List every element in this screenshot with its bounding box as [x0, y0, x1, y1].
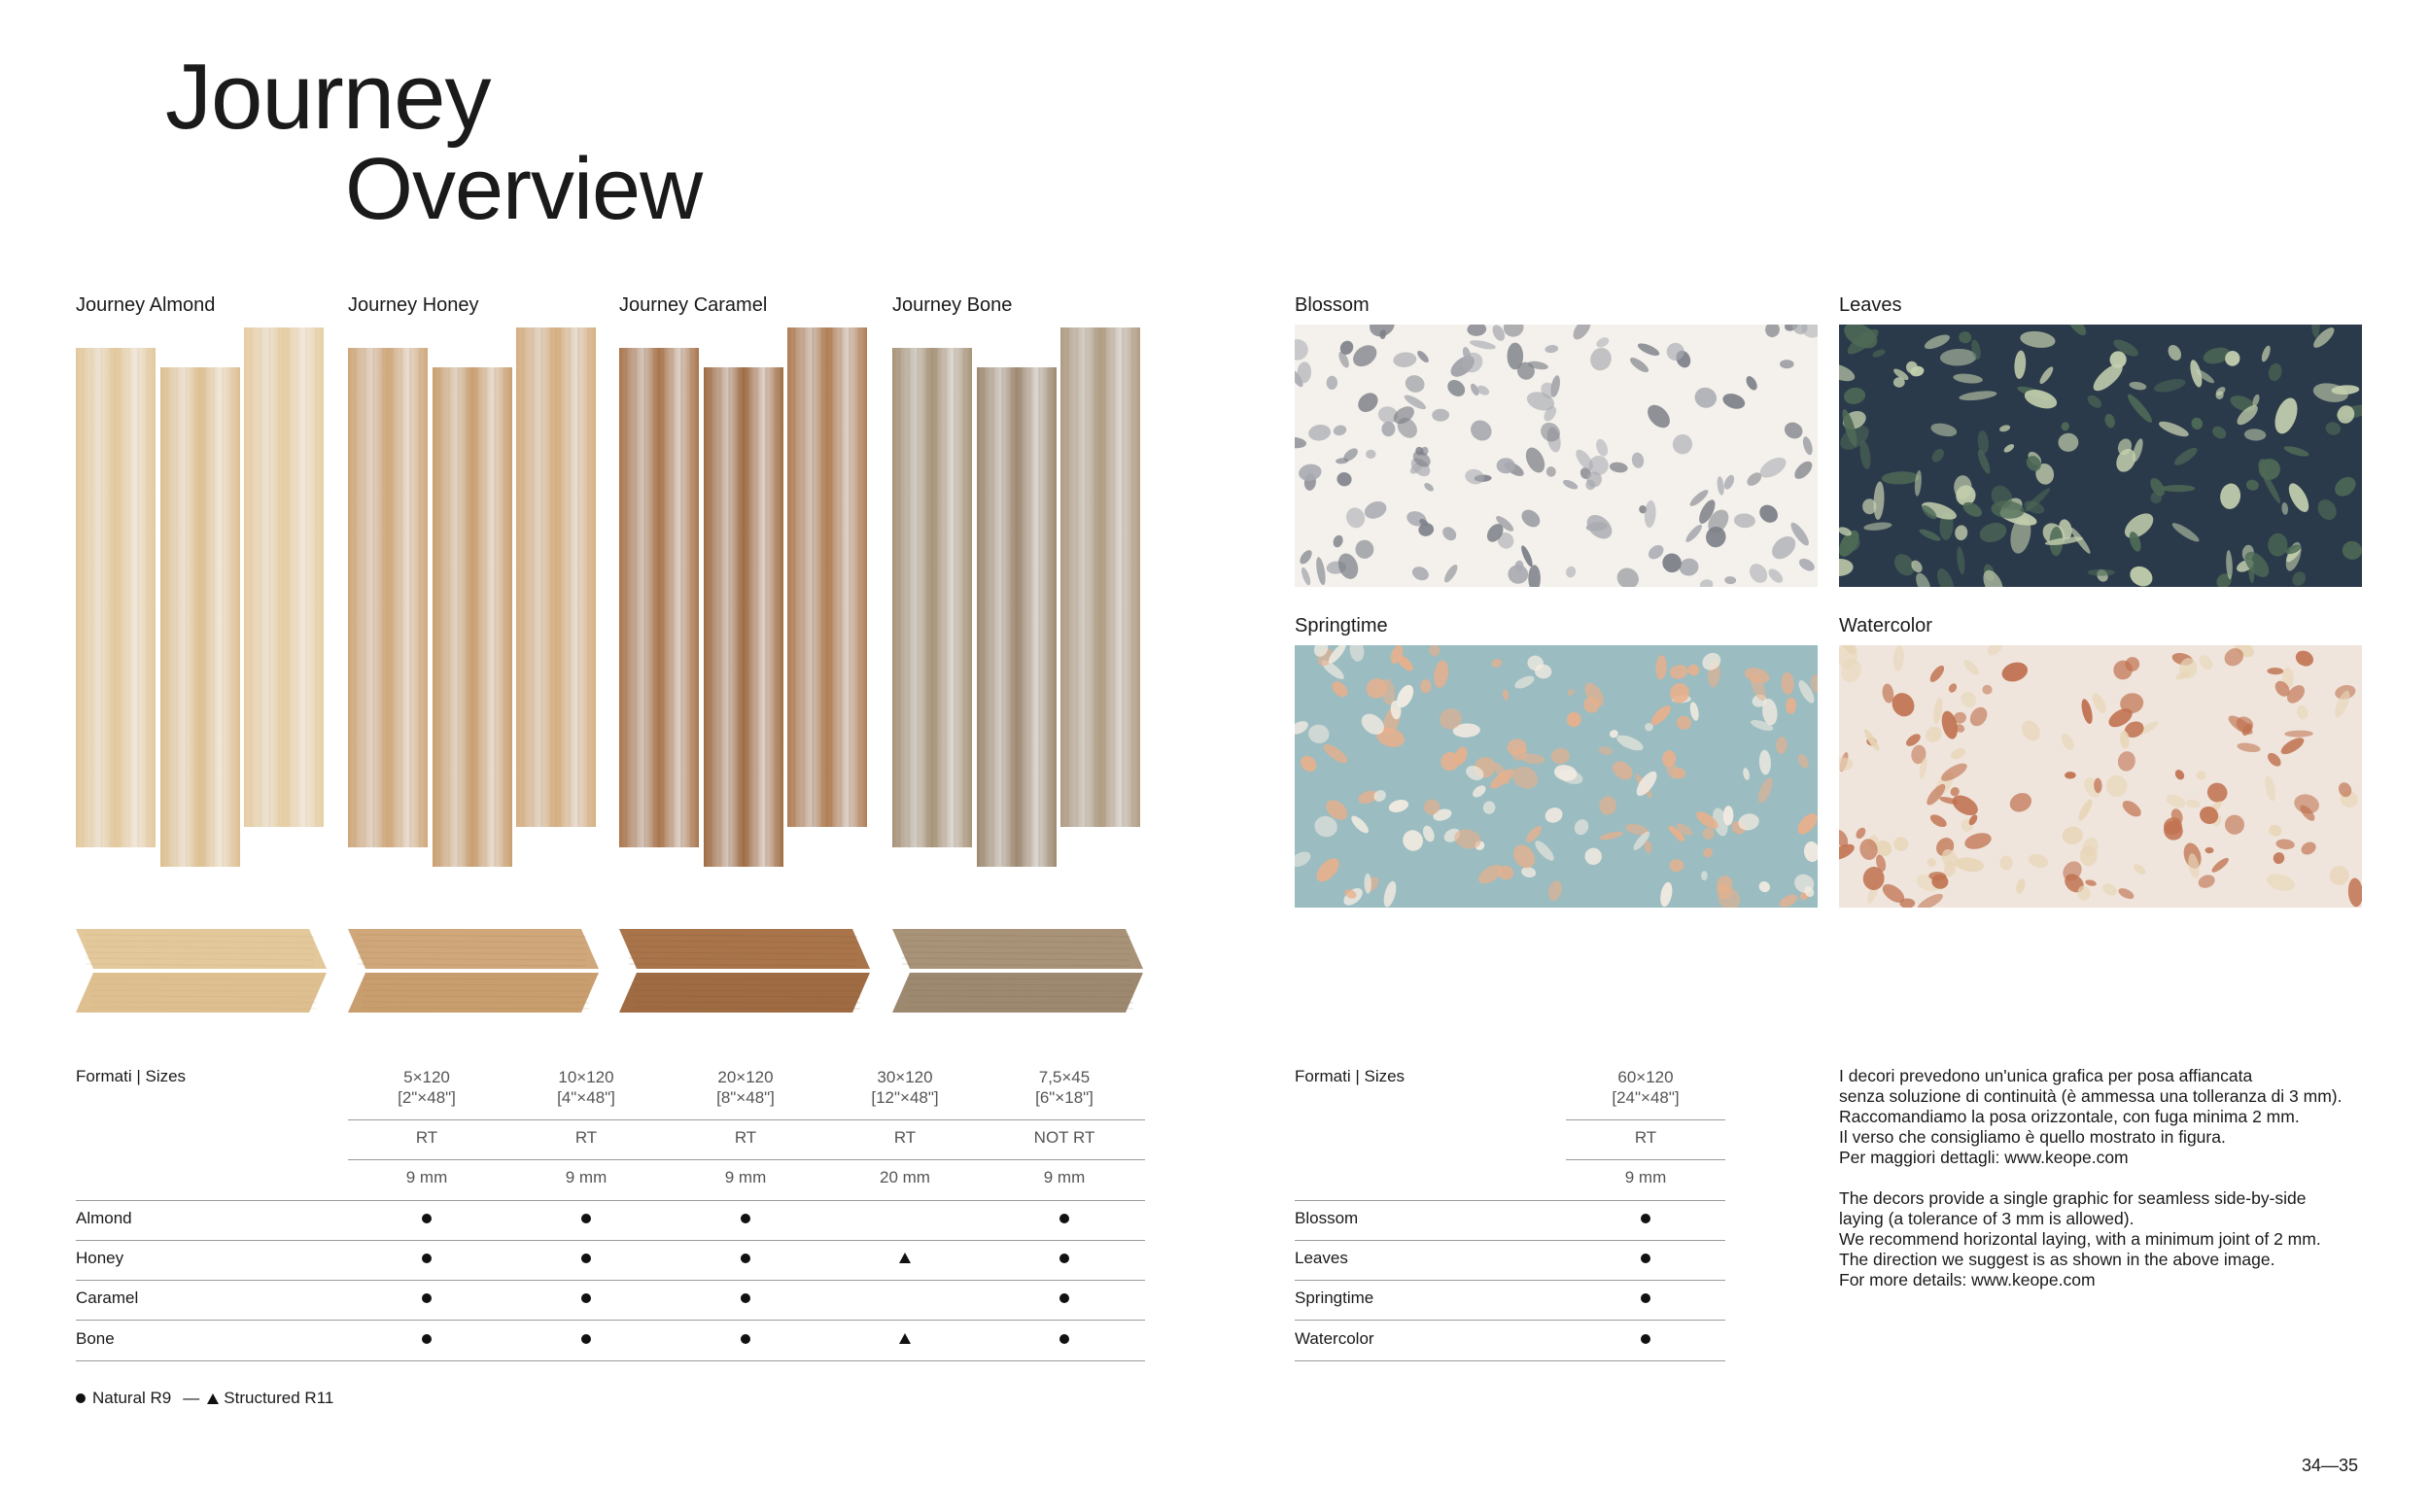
table-row-label: Watercolor	[1295, 1329, 1374, 1348]
size-inch: [24"×48"]	[1612, 1088, 1680, 1107]
natural-dot-icon	[1059, 1293, 1069, 1303]
decor-label-springtime: Springtime	[1295, 615, 1388, 636]
decor-notes	[1839, 1066, 2383, 1290]
decor-tile	[1295, 645, 1818, 908]
decor-motif	[2088, 569, 2115, 576]
size-cm: 10×120	[558, 1068, 614, 1086]
wood-label-bone: Journey Bone	[892, 294, 1013, 316]
size-cm: 7,5×45	[1038, 1068, 1091, 1086]
edge-type: NOT RT	[1033, 1128, 1095, 1147]
wood-plank	[619, 348, 699, 847]
legend-structured: Structured R11	[224, 1389, 334, 1407]
size-cm: 5×120	[403, 1068, 450, 1086]
natural-dot-icon	[1641, 1293, 1650, 1303]
notes-english: The decors provide a single graphic for seamless side-by-side laying (a tolerance of 3 mm is allowed). We recommend horizontal laying, with a minimum joint of 2 mm. The direction we suggest is as shown in the above image. For more details: www.keope.com	[1839, 1188, 2321, 1289]
table-rule	[76, 1320, 1145, 1321]
natural-dot-icon	[422, 1293, 432, 1303]
table-row-label: Honey	[76, 1249, 124, 1267]
wood-plank	[348, 348, 428, 847]
wood-label-almond: Journey Almond	[76, 294, 216, 316]
natural-dot-icon	[422, 1334, 432, 1344]
table-rule	[1566, 1119, 1725, 1120]
table-row-label: Blossom	[1295, 1209, 1359, 1227]
wood-chevron	[619, 929, 872, 1013]
table-rule	[1295, 1360, 1725, 1361]
table-rule	[76, 1360, 1145, 1361]
decor-label-blossom: Blossom	[1295, 294, 1370, 316]
table-rule	[76, 1200, 1145, 1201]
wood-plank	[433, 367, 512, 867]
natural-dot-icon	[741, 1334, 750, 1344]
decor-label-watercolor: Watercolor	[1839, 615, 1932, 636]
wood-plank	[787, 327, 867, 827]
table-rule	[1295, 1280, 1725, 1281]
natural-dot-icon	[741, 1254, 750, 1263]
natural-dot-icon	[581, 1334, 591, 1344]
page-number: 34—35	[2301, 1456, 2358, 1475]
wood-table-heading: Formati | Sizes	[76, 1067, 187, 1085]
wood-label-honey: Journey Honey	[348, 294, 479, 316]
table-rule	[348, 1119, 1145, 1120]
table-rule	[348, 1159, 1145, 1160]
edge-type: RT	[893, 1128, 917, 1147]
thickness: 9 mm	[724, 1168, 767, 1186]
natural-dot-icon	[741, 1214, 750, 1223]
edge-type: RT	[1634, 1128, 1657, 1147]
edge-type: RT	[415, 1128, 438, 1147]
thickness: 9 mm	[565, 1168, 608, 1186]
natural-dot-icon	[1641, 1214, 1650, 1223]
natural-dot-icon	[1059, 1214, 1069, 1223]
natural-dot-icon	[1641, 1334, 1650, 1344]
table-row-label: Almond	[76, 1209, 132, 1227]
decor-motif	[1701, 871, 1708, 880]
thickness: 20 mm	[880, 1168, 930, 1186]
structured-triangle-icon	[899, 1333, 911, 1344]
table-rule	[76, 1280, 1145, 1281]
decor-tile	[1839, 325, 2362, 587]
wood-label-caramel: Journey Caramel	[619, 294, 768, 316]
wood-chevron	[892, 929, 1145, 1013]
natural-dot-icon	[581, 1254, 591, 1263]
size-inch: [4"×48"]	[557, 1088, 615, 1107]
table-row-label: Leaves	[1295, 1249, 1348, 1267]
decor-tile	[1839, 645, 2362, 908]
wood-chevron	[76, 929, 329, 1013]
table-rule	[1295, 1200, 1725, 1201]
natural-dot-icon	[1641, 1254, 1650, 1263]
decor-motif	[2162, 485, 2196, 492]
wood-plank	[160, 367, 240, 867]
table-rule	[1566, 1159, 1725, 1160]
table-rule	[1295, 1240, 1725, 1241]
table-row-label: Caramel	[76, 1289, 139, 1307]
table-row-label: Springtime	[1295, 1289, 1374, 1307]
natural-dot-icon	[1059, 1334, 1069, 1344]
wood-chevron	[348, 929, 601, 1013]
thickness: 9 mm	[1624, 1168, 1667, 1186]
natural-dot-icon	[581, 1293, 591, 1303]
thickness: 9 mm	[1043, 1168, 1086, 1186]
edge-type: RT	[734, 1128, 757, 1147]
size-inch: [6"×18"]	[1035, 1088, 1094, 1107]
decor-motif	[1497, 458, 1515, 473]
page-title: Journey	[165, 45, 491, 149]
legend-dot-icon	[76, 1393, 86, 1403]
legend	[76, 1389, 333, 1408]
size-inch: [2"×48"]	[398, 1088, 456, 1107]
wood-plank	[244, 327, 324, 827]
size-cm: 20×120	[717, 1068, 774, 1086]
wood-plank	[977, 367, 1057, 867]
edge-type: RT	[574, 1128, 598, 1147]
decor-table-heading: Formati | Sizes	[1295, 1067, 1406, 1085]
size-inch: [12"×48"]	[871, 1088, 939, 1107]
size-cm: 30×120	[877, 1068, 933, 1086]
wood-plank	[892, 348, 972, 847]
table-rule	[1295, 1320, 1725, 1321]
natural-dot-icon	[741, 1293, 750, 1303]
wood-plank	[516, 327, 596, 827]
wood-plank	[704, 367, 783, 867]
legend-natural: Natural R9	[92, 1389, 172, 1407]
page-subtitle: Overview	[345, 141, 703, 238]
natural-dot-icon	[1059, 1254, 1069, 1263]
legend-triangle-icon	[207, 1393, 219, 1404]
decor-label-leaves: Leaves	[1839, 294, 1902, 316]
size-inch: [8"×48"]	[716, 1088, 775, 1107]
natural-dot-icon	[422, 1254, 432, 1263]
decor-tile	[1295, 325, 1818, 587]
natural-dot-icon	[422, 1214, 432, 1223]
structured-triangle-icon	[899, 1253, 911, 1263]
notes-italian: I decori prevedono un'unica grafica per posa affiancata senza soluzione di continuità (è ammessa una tolleranza di 3 mm). Raccomandiamo la posa orizzontale, con fuga minima 2 mm. Il verso che consigliamo è quello mostrato in figura. Per maggiori dettagli: www.keope.com	[1839, 1066, 2343, 1167]
wood-plank	[1060, 327, 1140, 827]
natural-dot-icon	[581, 1214, 591, 1223]
legend-separator: —	[183, 1389, 200, 1407]
table-rule	[76, 1240, 1145, 1241]
size-cm: 60×120	[1617, 1068, 1674, 1086]
wood-plank	[76, 348, 156, 847]
table-row-label: Bone	[76, 1329, 115, 1348]
thickness: 9 mm	[405, 1168, 448, 1186]
